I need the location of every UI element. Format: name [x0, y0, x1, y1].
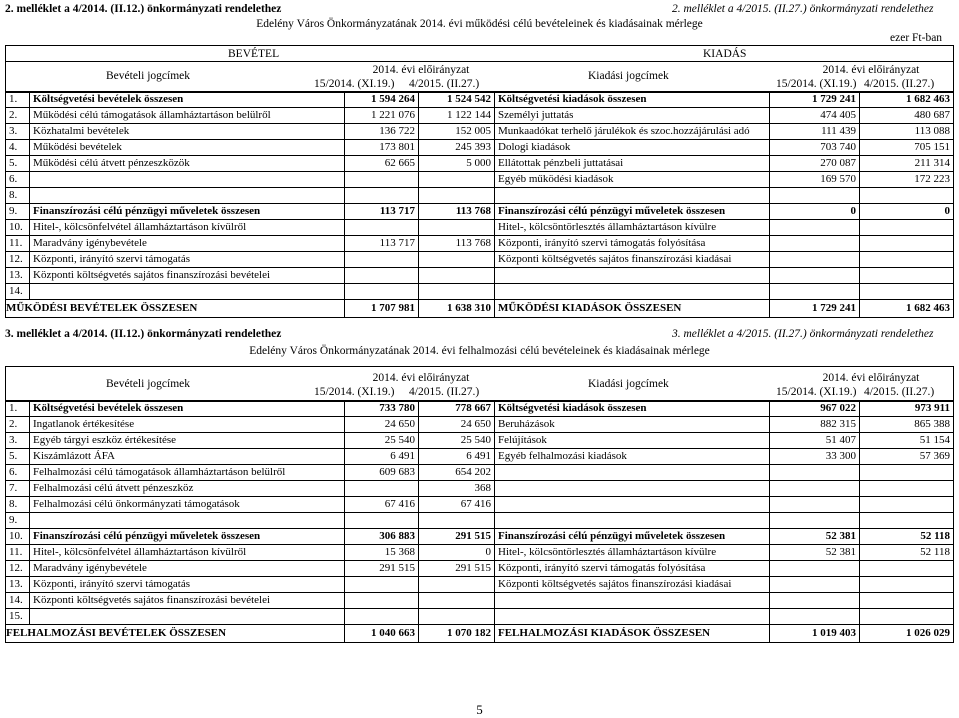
revenue-value-b: [419, 268, 495, 284]
table-row: [6, 609, 954, 625]
revenue-label: [30, 188, 345, 204]
revenue-value-a: [345, 593, 419, 609]
expense-label: Egyéb működési kiadások: [495, 172, 770, 188]
expense-label: [495, 593, 770, 609]
revenue-value-a: 6 491: [345, 449, 419, 465]
total-expense-label: MŰKÖDÉSI KIADÁSOK ÖSSZESEN: [495, 300, 770, 318]
revenue-label: [30, 172, 345, 188]
expense-value-a: 882 315: [770, 417, 860, 433]
revenue-value-a: 113 717: [345, 236, 419, 252]
expense-label: Munkaadókat terhelő járulékok és szoc.hozzájárulási adó: [495, 124, 770, 140]
table-row: [6, 220, 954, 236]
expense-label: Ellátottak pénzbeli juttatásai: [495, 156, 770, 172]
expense-value-b: 0: [860, 204, 954, 220]
expense-value-b: 113 088: [860, 124, 954, 140]
revenue-value-b: [419, 609, 495, 625]
total-row: [6, 300, 954, 318]
table-row: [6, 545, 954, 561]
expense-label: [495, 481, 770, 497]
expense-value-b: [860, 188, 954, 204]
expense-value-b: [860, 252, 954, 268]
revenue-value-b: [419, 593, 495, 609]
expense-value-a: 111 439: [770, 124, 860, 140]
expense-value-b: [860, 236, 954, 252]
table-row: [6, 481, 954, 497]
table-row: [6, 284, 954, 300]
expense-label: Finanszírozási célú pénzügyi műveletek összesen: [495, 529, 770, 545]
revenue-value-a: 15 368: [345, 545, 419, 561]
expense-value-a: [770, 561, 860, 577]
expense-value-a: [770, 236, 860, 252]
revenue-value-b: 0: [419, 545, 495, 561]
revenue-value-a: 1 594 264: [345, 92, 419, 108]
annex2-header-divider: [6, 61, 953, 62]
revenue-label: [30, 609, 345, 625]
table-row: [6, 252, 954, 268]
expense-value-b: 57 369: [860, 449, 954, 465]
table-row: [6, 140, 954, 156]
expense-value-a: [770, 577, 860, 593]
revenue-value-b: 245 393: [419, 140, 495, 156]
revenue-value-b: 113 768: [419, 204, 495, 220]
revenue-value-a: 1 221 076: [345, 108, 419, 124]
revenue-value-a: [345, 284, 419, 300]
row-number: 10.: [6, 220, 30, 236]
revenue-value-a: [345, 252, 419, 268]
annex2-col-plan-exp: 2014. évi előirányzat: [822, 64, 920, 76]
revenue-value-b: 1 122 144: [419, 108, 495, 124]
annex2-col-a-exp: 15/2014. (XI.19.): [776, 78, 857, 90]
expense-label: Beruházások: [495, 417, 770, 433]
expense-value-b: [860, 497, 954, 513]
expense-value-b: 973 911: [860, 401, 954, 417]
annex3-col-exp: Kiadási jogcímek: [588, 378, 669, 390]
expense-value-a: 474 405: [770, 108, 860, 124]
revenue-label: Működési célú támogatások államháztartáson belülről: [30, 108, 345, 124]
expense-value-a: [770, 481, 860, 497]
expense-value-b: 51 154: [860, 433, 954, 449]
total-revenue-label: MŰKÖDÉSI BEVÉTELEK ÖSSZESEN: [6, 300, 345, 318]
expense-label: [495, 268, 770, 284]
total-expense-b: 1 682 463: [860, 300, 954, 318]
revenue-value-a: 67 416: [345, 497, 419, 513]
expense-value-b: 705 151: [860, 140, 954, 156]
revenue-value-a: 62 665: [345, 156, 419, 172]
expense-value-b: 172 223: [860, 172, 954, 188]
expense-value-b: [860, 593, 954, 609]
revenue-value-a: [345, 268, 419, 284]
revenue-value-b: [419, 577, 495, 593]
annex3-table: [5, 400, 954, 643]
row-number: 7.: [6, 481, 30, 497]
expense-label: Központi költségvetés sajátos finanszírozási kiadásai: [495, 252, 770, 268]
revenue-value-b: [419, 284, 495, 300]
annex2-col-b-rev: 4/2015. (II.27.): [409, 78, 480, 90]
annex2-header-box: [5, 45, 954, 93]
expense-value-a: 52 381: [770, 545, 860, 561]
row-number: 15.: [6, 609, 30, 625]
expense-value-a: [770, 220, 860, 236]
revenue-value-b: [419, 252, 495, 268]
expense-value-b: 865 388: [860, 417, 954, 433]
revenue-value-a: 113 717: [345, 204, 419, 220]
revenue-label: Finanszírozási célú pénzügyi műveletek összesen: [30, 204, 345, 220]
revenue-value-b: 778 667: [419, 401, 495, 417]
annex3-col-a-rev: 15/2014. (XI.19.): [314, 386, 395, 398]
revenue-label: Maradvány igénybevétele: [30, 236, 345, 252]
page-number: 5: [476, 702, 483, 717]
row-number: 2.: [6, 417, 30, 433]
total-expense-a: 1 019 403: [770, 625, 860, 643]
revenue-value-a: 609 683: [345, 465, 419, 481]
revenue-value-b: 6 491: [419, 449, 495, 465]
row-number: 6.: [6, 172, 30, 188]
total-revenue-a: 1 040 663: [345, 625, 419, 643]
table-row: [6, 172, 954, 188]
expense-label: [495, 465, 770, 481]
row-number: 1.: [6, 401, 30, 417]
row-number: 8.: [6, 188, 30, 204]
total-revenue-label: FELHALMOZÁSI BEVÉTELEK ÖSSZESEN: [6, 625, 345, 643]
annex3-left-header: 3. melléklet a 4/2014. (II.12.) önkormányzati rendelethez: [5, 328, 282, 340]
revenue-value-a: 136 722: [345, 124, 419, 140]
revenue-value-a: 25 540: [345, 433, 419, 449]
expense-value-a: [770, 252, 860, 268]
revenue-label: Központi költségvetés sajátos finanszírozási bevételei: [30, 593, 345, 609]
table-row: [6, 124, 954, 140]
table-row: [6, 92, 954, 108]
revenue-label: Működési bevételek: [30, 140, 345, 156]
row-number: 5.: [6, 449, 30, 465]
revenue-value-b: 24 650: [419, 417, 495, 433]
table-row: [6, 513, 954, 529]
expense-value-b: [860, 220, 954, 236]
revenue-value-b: 291 515: [419, 561, 495, 577]
row-number: 14.: [6, 284, 30, 300]
annex3-title: Edelény Város Önkormányzatának 2014. évi felhalmozási célú bevételeinek és kiadásainak mérlege: [249, 345, 710, 357]
table-row: [6, 561, 954, 577]
annex2-col-a-rev: 15/2014. (XI.19.): [314, 78, 395, 90]
table-row: [6, 577, 954, 593]
expense-value-a: [770, 513, 860, 529]
expense-label: [495, 497, 770, 513]
expense-value-b: 211 314: [860, 156, 954, 172]
revenue-value-b: 67 416: [419, 497, 495, 513]
annex3-header-box: [5, 366, 954, 402]
expense-label: Költségvetési kiadások összesen: [495, 401, 770, 417]
revenue-value-a: [345, 577, 419, 593]
annex3-col-a-exp: 15/2014. (XI.19.): [776, 386, 857, 398]
expense-label: Személyi juttatás: [495, 108, 770, 124]
revenue-value-a: 306 883: [345, 529, 419, 545]
table-row: [6, 236, 954, 252]
row-number: 9.: [6, 513, 30, 529]
row-number: 8.: [6, 497, 30, 513]
table-row: [6, 108, 954, 124]
table-row: [6, 497, 954, 513]
expense-value-a: [770, 497, 860, 513]
revenue-label: Felhalmozási célú átvett pénzeszköz: [30, 481, 345, 497]
table-row: [6, 449, 954, 465]
row-number: 1.: [6, 92, 30, 108]
revenue-label: Központi költségvetés sajátos finanszírozási bevételei: [30, 268, 345, 284]
expense-value-a: [770, 609, 860, 625]
revenue-value-a: 291 515: [345, 561, 419, 577]
annex3-col-b-exp: 4/2015. (II.27.): [864, 386, 935, 398]
expense-label: Hitel-, kölcsöntörlesztés államháztartáson kívülre: [495, 545, 770, 561]
table-row: [6, 188, 954, 204]
revenue-value-b: 291 515: [419, 529, 495, 545]
expense-value-b: 1 682 463: [860, 92, 954, 108]
annex2-section-left: BEVÉTEL: [228, 48, 280, 60]
annex2-section-right: KIADÁS: [703, 48, 747, 60]
row-number: 12.: [6, 561, 30, 577]
table-row: [6, 204, 954, 220]
expense-value-b: [860, 268, 954, 284]
annex2-title: Edelény Város Önkormányzatának 2014. évi működési célú bevételeinek és kiadásainak mérlege: [256, 18, 703, 30]
expense-value-b: [860, 465, 954, 481]
revenue-value-b: [419, 220, 495, 236]
expense-value-b: [860, 609, 954, 625]
expense-label: Központi, irányító szervi támogatás folyósítása: [495, 561, 770, 577]
row-number: 6.: [6, 465, 30, 481]
expense-value-a: 703 740: [770, 140, 860, 156]
revenue-value-a: [345, 172, 419, 188]
expense-label: [495, 513, 770, 529]
annex2-col-rev: Bevételi jogcímek: [106, 70, 190, 82]
total-revenue-b: 1 070 182: [419, 625, 495, 643]
row-number: 3.: [6, 124, 30, 140]
revenue-value-a: [345, 513, 419, 529]
revenue-value-b: 5 000: [419, 156, 495, 172]
expense-value-a: 270 087: [770, 156, 860, 172]
expense-label: Dologi kiadások: [495, 140, 770, 156]
row-number: 14.: [6, 593, 30, 609]
table-row: [6, 417, 954, 433]
expense-value-b: [860, 481, 954, 497]
annex3-col-plan-rev: 2014. évi előirányzat: [372, 372, 470, 384]
revenue-label: Közhatalmi bevételek: [30, 124, 345, 140]
revenue-value-a: [345, 609, 419, 625]
annex3-col-plan-exp: 2014. évi előirányzat: [822, 372, 920, 384]
row-number: 12.: [6, 252, 30, 268]
revenue-label: Finanszírozási célú pénzügyi műveletek összesen: [30, 529, 345, 545]
row-number: 3.: [6, 433, 30, 449]
row-number: 10.: [6, 529, 30, 545]
revenue-value-b: 1 524 542: [419, 92, 495, 108]
expense-value-a: [770, 284, 860, 300]
revenue-label: Felhalmozási célú önkormányzati támogatások: [30, 497, 345, 513]
table-row: [6, 529, 954, 545]
expense-label: Hitel-, kölcsöntörlesztés államháztartáson kívülre: [495, 220, 770, 236]
revenue-label: Központi, irányító szervi támogatás: [30, 577, 345, 593]
revenue-label: Felhalmozási célú támogatások államháztartáson belülről: [30, 465, 345, 481]
row-number: 13.: [6, 268, 30, 284]
revenue-value-b: 654 202: [419, 465, 495, 481]
expense-value-a: 169 570: [770, 172, 860, 188]
expense-label: Költségvetési kiadások összesen: [495, 92, 770, 108]
row-number: 11.: [6, 236, 30, 252]
table-row: [6, 268, 954, 284]
expense-value-b: [860, 284, 954, 300]
revenue-value-b: [419, 188, 495, 204]
revenue-value-b: 368: [419, 481, 495, 497]
total-revenue-b: 1 638 310: [419, 300, 495, 318]
total-expense-a: 1 729 241: [770, 300, 860, 318]
revenue-value-a: [345, 188, 419, 204]
revenue-label: Hitel-, kölcsönfelvétel államháztartáson kívülről: [30, 220, 345, 236]
expense-value-a: 52 381: [770, 529, 860, 545]
table-row: [6, 156, 954, 172]
revenue-value-b: 25 540: [419, 433, 495, 449]
expense-value-a: [770, 188, 860, 204]
expense-value-a: 51 407: [770, 433, 860, 449]
revenue-value-b: [419, 513, 495, 529]
revenue-label: Ingatlanok értékesítése: [30, 417, 345, 433]
revenue-value-b: 152 005: [419, 124, 495, 140]
expense-value-b: 52 118: [860, 529, 954, 545]
annex2-right-header: 2. melléklet a 4/2015. (II.27.) önkormányzati rendelethez: [672, 3, 934, 15]
expense-label: [495, 188, 770, 204]
row-number: 9.: [6, 204, 30, 220]
revenue-label: Egyéb tárgyi eszköz értékesítése: [30, 433, 345, 449]
revenue-value-a: 733 780: [345, 401, 419, 417]
table-row: [6, 433, 954, 449]
expense-value-a: 0: [770, 204, 860, 220]
expense-value-a: 1 729 241: [770, 92, 860, 108]
table-row: [6, 593, 954, 609]
expense-value-b: [860, 513, 954, 529]
total-expense-b: 1 026 029: [860, 625, 954, 643]
expense-label: [495, 609, 770, 625]
revenue-label: Költségvetési bevételek összesen: [30, 401, 345, 417]
annex2-col-exp: Kiadási jogcímek: [588, 70, 669, 82]
expense-value-b: 52 118: [860, 545, 954, 561]
revenue-label: Kiszámlázott ÁFA: [30, 449, 345, 465]
row-number: 13.: [6, 577, 30, 593]
expense-label: Egyéb felhalmozási kiadások: [495, 449, 770, 465]
annex3-col-b-rev: 4/2015. (II.27.): [409, 386, 480, 398]
total-expense-label: FELHALMOZÁSI KIADÁSOK ÖSSZESEN: [495, 625, 770, 643]
revenue-value-a: [345, 220, 419, 236]
revenue-value-b: [419, 172, 495, 188]
expense-value-b: [860, 577, 954, 593]
table-row: [6, 465, 954, 481]
revenue-value-a: [345, 481, 419, 497]
expense-label: Felújítások: [495, 433, 770, 449]
revenue-label: Hitel-, kölcsönfelvétel államháztartáson kívülről: [30, 545, 345, 561]
annex2-left-header: 2. melléklet a 4/2014. (II.12.) önkormányzati rendelethez: [5, 3, 282, 15]
annex3-col-rev: Bevételi jogcímek: [106, 378, 190, 390]
revenue-label: Költségvetési bevételek összesen: [30, 92, 345, 108]
annex2-table: [5, 91, 954, 318]
row-number: 5.: [6, 156, 30, 172]
expense-label: [495, 284, 770, 300]
total-revenue-a: 1 707 981: [345, 300, 419, 318]
revenue-value-a: 24 650: [345, 417, 419, 433]
revenue-value-b: 113 768: [419, 236, 495, 252]
revenue-label: Működési célú átvett pénzeszközök: [30, 156, 345, 172]
expense-value-a: 33 300: [770, 449, 860, 465]
revenue-label: Központi, irányító szervi támogatás: [30, 252, 345, 268]
expense-value-b: [860, 561, 954, 577]
expense-value-a: [770, 465, 860, 481]
revenue-label: Maradvány igénybevétele: [30, 561, 345, 577]
annex2-col-b-exp: 4/2015. (II.27.): [864, 78, 935, 90]
annex3-right-header: 3. melléklet a 4/2015. (II.27.) önkormányzati rendelethez: [672, 328, 934, 340]
expense-value-a: [770, 268, 860, 284]
row-number: 4.: [6, 140, 30, 156]
expense-value-a: [770, 593, 860, 609]
expense-label: Központi költségvetés sajátos finanszírozási kiadásai: [495, 577, 770, 593]
expense-label: Finanszírozási célú pénzügyi műveletek összesen: [495, 204, 770, 220]
annex2-col-plan-rev: 2014. évi előirányzat: [372, 64, 470, 76]
row-number: 2.: [6, 108, 30, 124]
expense-label: Központi, irányító szervi támogatás folyósítása: [495, 236, 770, 252]
expense-value-a: 967 022: [770, 401, 860, 417]
revenue-label: [30, 284, 345, 300]
table-row: [6, 401, 954, 417]
revenue-value-a: 173 801: [345, 140, 419, 156]
revenue-label: [30, 513, 345, 529]
annex2-unit: ezer Ft-ban: [890, 32, 943, 44]
row-number: 11.: [6, 545, 30, 561]
total-row: [6, 625, 954, 643]
expense-value-b: 480 687: [860, 108, 954, 124]
